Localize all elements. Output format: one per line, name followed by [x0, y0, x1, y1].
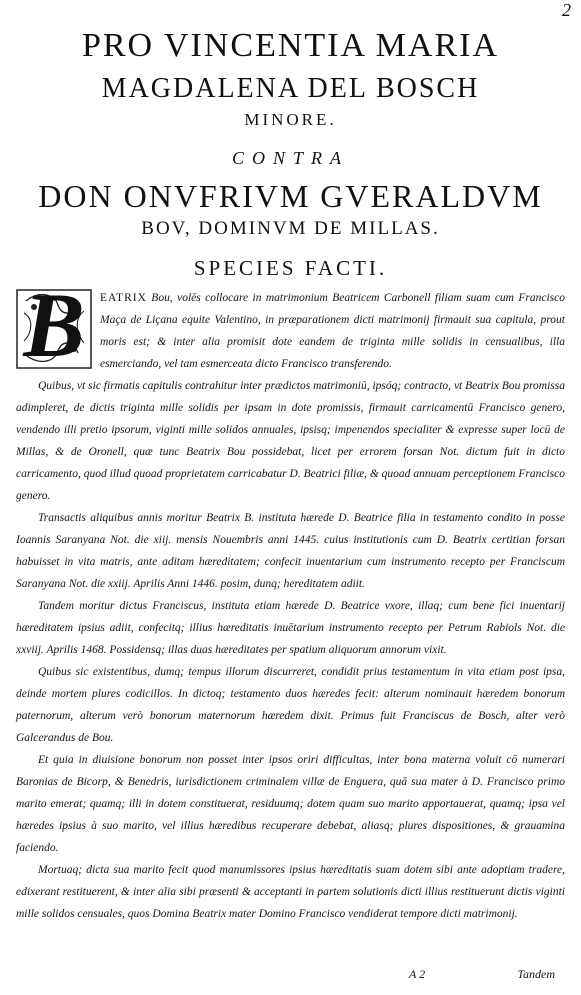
title-block [16, 28, 565, 279]
opponent-line-1: DON ONVFRIVM GVERALDVM [38, 177, 543, 214]
page-number: 2 [562, 0, 571, 20]
page-footer [16, 967, 565, 985]
paragraph-7: Mortuaq; dicta sua marito fecit quod manumissores ipsius hæreditatis suam dotem sibi ante adoptiam tradere, edixerant restituerent, & inter alia sibi præsenti & acceptanti in partem solutionis dicti illius restituerunt dictis viginti mille solidos censuales, quos Domina Beatrix mater Domino Francisco vendiderat tempore dicti matrimonij. [16, 864, 565, 921]
paragraph-6: Et quia in diuisione bonorum non posset inter ipsos oriri difficultas, inter bona materna voluit cō numerari Baronias de Bicorp, & Benedris, iurisdictionem criminalem villæ de Enguera, quā sua mater à D. Francisco primo marito emerat; quamq; illi in dotem constituerat, residuumq; dotem quam suo marito apportauerat, quamq; ipsa vel hæredes ipsius à suo marito, vel illius hæredibus recuperare debebat, aliasq; plures dispositiones, & grauamina faciendo. [16, 754, 565, 855]
paragraph-2: Quibus, vt sic firmatis capitulis contrahitur inter prædictos matrimoniū, ipsóq; contracto, vt Beatrix Bou promissa adimpleret, de dictis triginta mille solidis per ipsam in dote promissis, firmauit carricamentū Francisco genero, vendendo illi pretio ipsorum, viginti mille solidos annuales, ipsisq; impenendos specialiter & expresse super locū de Millas, & de Oronell, quæ tunc Beatrix Bou possidebat, licet per errorem forsan Not. dictum fuit in dicto carricamento, quod illud quoad proprietatem carricabatur D. Beatrici filiæ, & quoad annuam perceptionem Francisco genero. [16, 380, 565, 503]
catchword: Tandem [517, 967, 555, 981]
section-heading: SPECIES FACTI. [193, 256, 388, 281]
title-line-3: MINORE. [244, 110, 337, 130]
contra-heading: CONTRA [231, 147, 349, 168]
title-line-1: PRO VINCENTIA MARIA [81, 27, 500, 64]
signature-mark: A 2 [409, 967, 426, 981]
opponent-line-2: BOV, DOMINVM DE MILLAS. [141, 218, 440, 240]
paragraph-1 [16, 274, 565, 377]
paragraph-5: Quibus sic existentibus, dumq; tempus illorum discurreret, condidit prius testamentum in vita etiam post ipsa, deinde mortem plures codicillos. In dictoq; testamento duos hæredes fecit: alterum nominauit hæredem bonorum paternorum, alterum verò bonorum maternorum hæredem dixit. Primus fuit Franciscus de Bosch, alter verò Galcerandus de Bou. [16, 666, 565, 745]
paragraph-3: Transactis aliquibus annis moritur Beatrix B. instituta hærede D. Beatrice filia in testamento condito in posse Ioannis Saranyana Not. die xiij. mensis Nouembris anni 1445. cuius institutionis cum D. Beatrix certitian forsan habuisset in vita matris, ante aditam hæreditatem; confecit inuentarium cum instrumento recepto per Franciscum Saranyana Not. die xxiij. Aprilis Anni 1446. posim, dunq; hereditatem adiit. [16, 512, 565, 591]
dropcap-letter: B [23, 274, 85, 377]
paragraph-4: Tandem moritur dictus Franciscus, instituta etiam hærede D. Beatrice vxore, illaq; cum bene fici inuentarij hæreditatem ipsius adiit, confecitq; illius hæreditatis inuētarium instrumento recepto per Petrum Rabiols Not. die xxviij. Aprilis 1468. Possidensq; illas duas hæreditates per spatium aliquorum annorum vixit. [16, 600, 565, 657]
title-line-2: MAGDALENA DEL BOSCH [101, 72, 480, 104]
decorated-initial [16, 274, 92, 377]
paragraph-1-text: Bou, volēs collocare in matrimonium Beatricem Carbonell filiam suam cum Francisco Maça de Liçana equite Valentino, in præparationem dicti matrimonij firmauit sua capitula, prout moris est; & inter alia promisit dote eandem de triginta mille solidis in censualibus, illa esmerciando, vel tam esmerceata dicto Francisco transferendo. [100, 292, 565, 371]
body-text [16, 274, 565, 925]
lead-name: EATRIX [100, 292, 147, 305]
